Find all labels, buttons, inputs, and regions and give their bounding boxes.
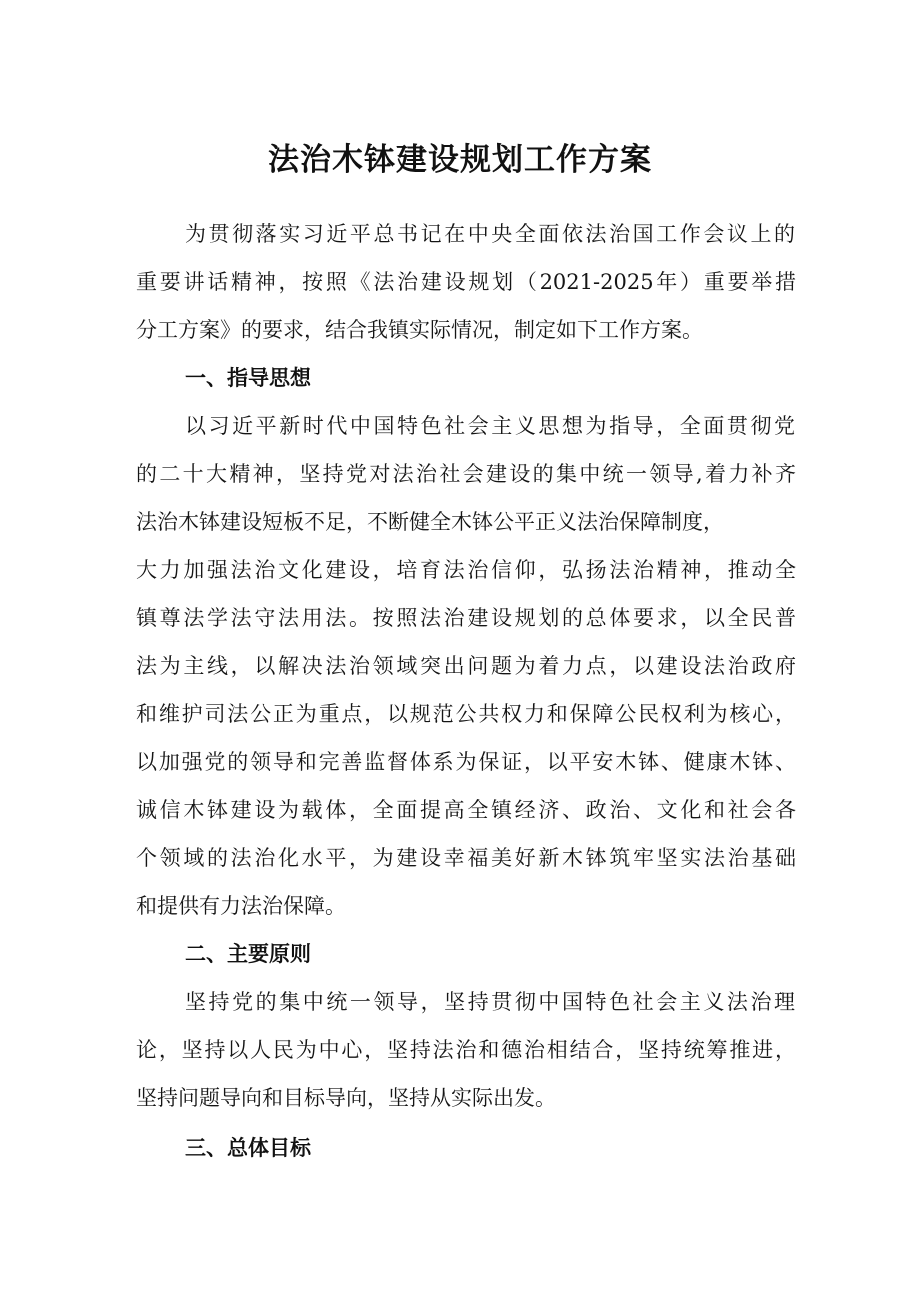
intro-line: 重要讲话精神，按照《法治建设规划（2021-2025年）重要举措	[136, 270, 796, 294]
section1-line: 法为主线，以解决法治领域突出问题为着力点，以建设法治政府	[136, 654, 796, 678]
section1-line: 诚信木钵建设为载体，全面提高全镇经济、政治、文化和社会各	[136, 798, 796, 822]
intro-line: 分工方案》的要求，结合我镇实际情况，制定如下工作方案。	[136, 318, 703, 342]
section1-line: 大力加强法治文化建设，培育法治信仰，弘扬法治精神，推动全	[136, 558, 796, 582]
section1-line: 以加强党的领导和完善监督体系为保证，以平安木钵、健康木钵、	[136, 750, 796, 774]
section1-line: 个领域的法治化水平，为建设幸福美好新木钵筑牢坚实法治基础	[136, 846, 796, 870]
document-title: 法治木钵建设规划工作方案	[268, 142, 652, 178]
section2-line: 论，坚持以人民为中心，坚持法治和德治相结合，坚持统筹推进，	[136, 1038, 796, 1062]
section-heading-main-principles: 二、主要原则	[185, 942, 311, 966]
section1-line: 法治木钵建设短板不足，不断健全木钵公平正义法治保障制度，	[136, 510, 724, 534]
intro-line: 为贯彻落实习近平总书记在中央全面依法治国工作会议上的	[185, 222, 795, 246]
section2-line: 坚持问题导向和目标导向，坚持从实际出发。	[136, 1086, 556, 1110]
section1-line: 的二十大精神，坚持党对法治社会建设的集中统一领导,着力补齐	[136, 462, 796, 486]
section2-line: 坚持党的集中统一领导，坚持贯彻中国特色社会主义法治理	[185, 990, 795, 1014]
section-heading-guiding-ideology: 一、指导思想	[185, 366, 311, 390]
section1-line: 和提供有力法治保障。	[136, 894, 346, 918]
section1-line: 和维护司法公正为重点，以规范公共权力和保障公民权利为核心，	[136, 702, 796, 726]
section1-line: 以习近平新时代中国特色社会主义思想为指导，全面贯彻党	[185, 414, 795, 438]
section1-line: 镇尊法学法守法用法。按照法治建设规划的总体要求，以全民普	[136, 606, 796, 630]
section-heading-overall-goal: 三、总体目标	[185, 1136, 311, 1160]
